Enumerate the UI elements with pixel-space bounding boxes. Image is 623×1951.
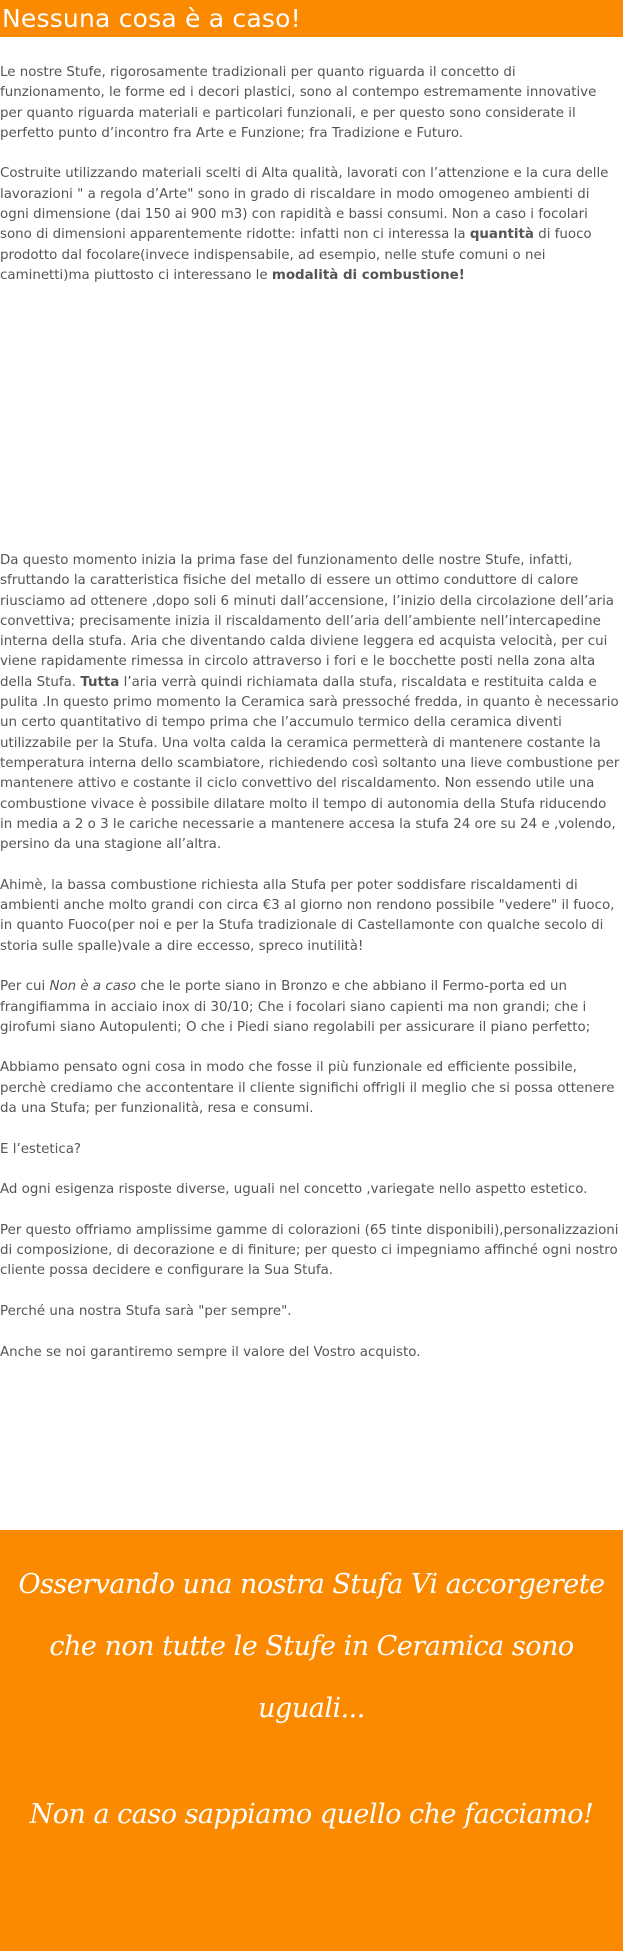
non-a-caso-emphasis: Non è a caso <box>49 979 137 995</box>
page-title: Nessuna cosa è a caso! <box>2 4 301 33</box>
intro-paragraph-2 <box>0 164 621 286</box>
title-bar <box>0 0 623 37</box>
body-section <box>0 551 621 1383</box>
banner-quote-1: Osservando una nostra Stufa Vi accorgerete che non tutte le Stufe in Ceramica sono uguali... <box>18 1569 605 1724</box>
intro-paragraph-2-text-b: di fuoco prodotto dal focolare(invece indispensabile, ad esempio, nelle stufe comuni o nei caminetti)ma piuttosto ci interessano le <box>0 227 592 283</box>
body-paragraph-3-text-b: che le porte siano in Bronzo e che abbiano il Fermo-porta ed un frangifiamma in acciaio inox di 30/10; Che i focolari siano capienti ma non grandi; che i girofumi siano Autopulenti; O che i Piedi siano regolabili per assicurare il piano perfetto; <box>0 979 591 1035</box>
body-paragraph-2: Ahimè, la bassa combustione richiesta alla Stufa per poter soddisfare riscaldamenti di ambienti anche molto grandi con circa €3 al giorno non rendono possibile "vedere" il fuoco, in quanto Fuoco(per noi e per la Stufa tradizionale di Castellamonte con qualche secolo di storia sulle spalle)vale a dire eccesso, spreco inutilità! <box>0 877 615 954</box>
body-paragraph-5: E l’estetica? <box>0 1141 82 1157</box>
tutta-emphasis: Tutta <box>80 674 120 690</box>
body-paragraph-1-text-b: l’aria verrà quindi richiamata dalla stufa, riscaldata e restituita calda e pulita .In questo primo momento la Ceramica sarà pressoché fredda, in quanto è necessario un certo quantitativo di tempo prima che l’accumulo termico della ceramica diventi utilizzabile per la Stufa. Una volta calda la ceramica permetterà di mantenere costante la temperatura interna dello scambiatore, richiedendo così soltanto una lieve combustione per mantenere attivo e costante il ciclo convettivo del riscaldamento. Non essendo utile una combustione vivace è possibile dilatare molto il tempo di autonomia della Stufa riducendo in media a 2 o 3 le cariche necessarie a mantenere accesa la stufa 24 ore su 24 e ,volendo, persino da una stagione all’altra. <box>0 674 620 853</box>
body-paragraph-3 <box>0 977 621 1038</box>
quote-banner <box>0 1530 623 1951</box>
body-paragraph-9: Anche se noi garantiremo sempre il valore del Vostro acquisto. <box>0 1344 421 1360</box>
combustion-emphasis: modalità di combustione! <box>271 267 465 283</box>
intro-paragraph-1: Le nostre Stufe, rigorosamente tradizionali per quanto riguarda il concetto di funzionamento, le forme ed i decori plastici, sono al contempo estremamente innovative per quanto riguarda materiali e particolari funzionali, e per questo sono considerate il perfetto punto d’incontro fra Arte e Funzione; fra Tradizione e Futuro. <box>0 65 597 141</box>
body-paragraph-1-text-a: Da questo momento inizia la prima fase del funzionamento delle nostre Stufe, infatti, sfruttando la caratteristica fisiche del metallo di essere un ottimo conduttore di calore riusciamo ad ottenere ,dopo soli 6 minuti dall’accensione, l’inizio della circolazione dell’aria convettiva; precisamente inizia il riscaldamento dell’aria dell’ambiente nell’intercapedine interna della stufa. Aria che diventando calda diviene leggera ed acquista velocità, per cui viene rapidamente rimessa in circolo attraverso i fori e le bocchette posti nella zona alta della Stufa. <box>0 553 615 690</box>
body-paragraph-1 <box>0 551 621 855</box>
body-paragraph-3-text-a: Per cui <box>0 979 50 995</box>
quantity-emphasis: quantità <box>469 227 534 243</box>
body-paragraph-6: Ad ogni esigenza risposte diverse, uguali nel concetto ,variegate nello aspetto estetico. <box>0 1182 588 1198</box>
body-paragraph-7: Per questo offriamo amplissime gamme di colorazioni (65 tinte disponibili),personalizzazioni di composizione, di decorazione e di finiture; per questo ci impegniamo affinché ogni nostro cliente possa decidere e configurare la Sua Stufa. <box>0 1222 619 1279</box>
intro-section <box>0 63 621 307</box>
body-paragraph-4: Abbiamo pensato ogni cosa in modo che fosse il più funzionale ed efficiente possibile, perchè crediamo che accontentare il cliente significhi offrigli il meglio che si possa ottenere da una Stufa; per funzionalità, resa e consumi. <box>0 1060 615 1117</box>
body-paragraph-8: Perché una nostra Stufa sarà "per sempre". <box>0 1303 292 1319</box>
banner-quote-2: Non a caso sappiamo quello che facciamo! <box>29 1799 594 1830</box>
intro-paragraph-2-text-a: Costruite utilizzando materiali scelti di Alta qualità, lavorati con l’attenzione e la cura delle lavorazioni " a regola d’Arte" sono in grado di riscaldare in modo omogeneo ambienti di ogni dimensione (dai 150 ai 900 m3) con rapidità e bassi consumi. Non a caso i focolari sono di dimensioni apparentemente ridotte: infatti non ci interessa la <box>0 166 609 243</box>
